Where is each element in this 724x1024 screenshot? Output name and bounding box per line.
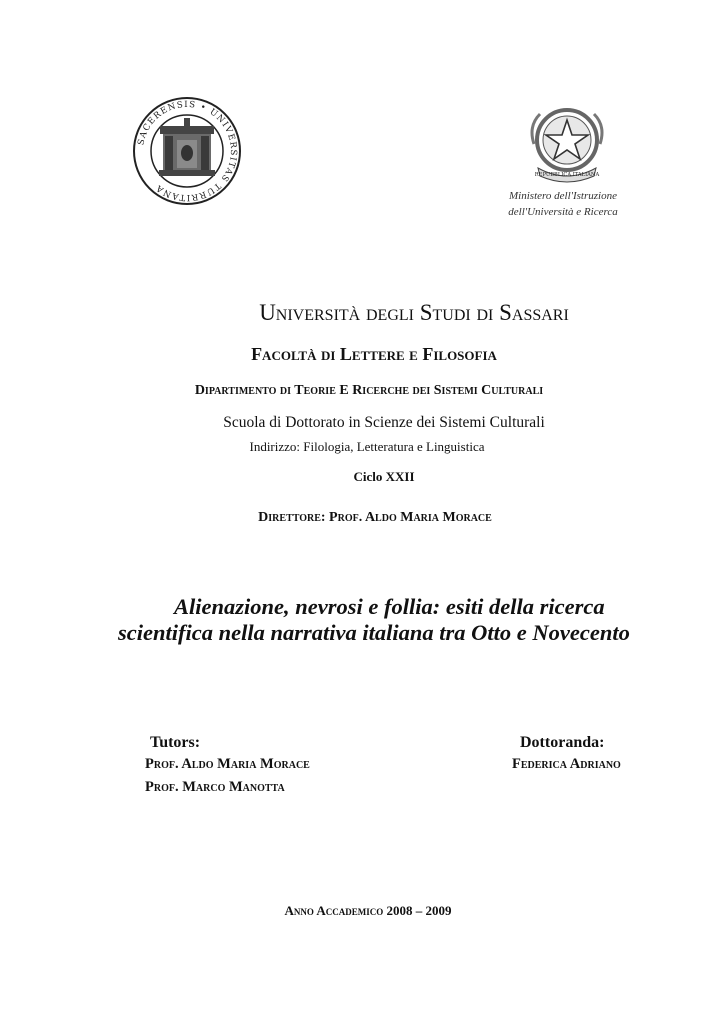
doctoral-cycle: Ciclo XXII <box>353 469 415 484</box>
candidate-label: Dottoranda: <box>520 734 605 751</box>
ministry-name-line1: Ministero dell'Istruzione <box>509 190 617 202</box>
faculty-title: Facoltà di Lettere e Filosofia <box>251 344 497 364</box>
tutor-name: Prof. Marco Manotta <box>145 779 285 795</box>
director-line: Direttore: Prof. Aldo Maria Morace <box>258 510 492 525</box>
emblem-banner-text: REPUBBLICA ITALIANA <box>534 172 600 178</box>
doctoral-school: Scuola di Dottorato in Scienze dei Sistemi Culturali <box>223 414 545 431</box>
thesis-title-line2: scientifica nella narrativa italiana tra Otto e Novecento <box>118 620 630 645</box>
ministry-emblem-logo <box>524 104 610 186</box>
seal-ring-text: SACERENSIS • UNIVERSITAS TURRITANA <box>136 99 239 203</box>
ministry-name-line2: dell'Università e Ricerca <box>508 206 618 218</box>
candidate-name: Federica Adriano <box>512 756 621 772</box>
university-seal-logo <box>132 96 242 206</box>
thesis-title-line1: Alienazione, nevrosi e follia: esiti della ricerca <box>174 594 605 619</box>
tutor-name: Prof. Aldo Maria Morace <box>145 756 310 772</box>
academic-year: Anno Accademico 2008 – 2009 <box>284 903 452 918</box>
curriculum-address: Indirizzo: Filologia, Letteratura e Linguistica <box>249 439 485 454</box>
tutors-label: Tutors: <box>150 734 201 751</box>
university-title: Università degli Studi di Sassari <box>259 300 569 325</box>
department-title: Dipartimento di Teorie E Ricerche dei Sistemi Culturali <box>194 383 544 398</box>
